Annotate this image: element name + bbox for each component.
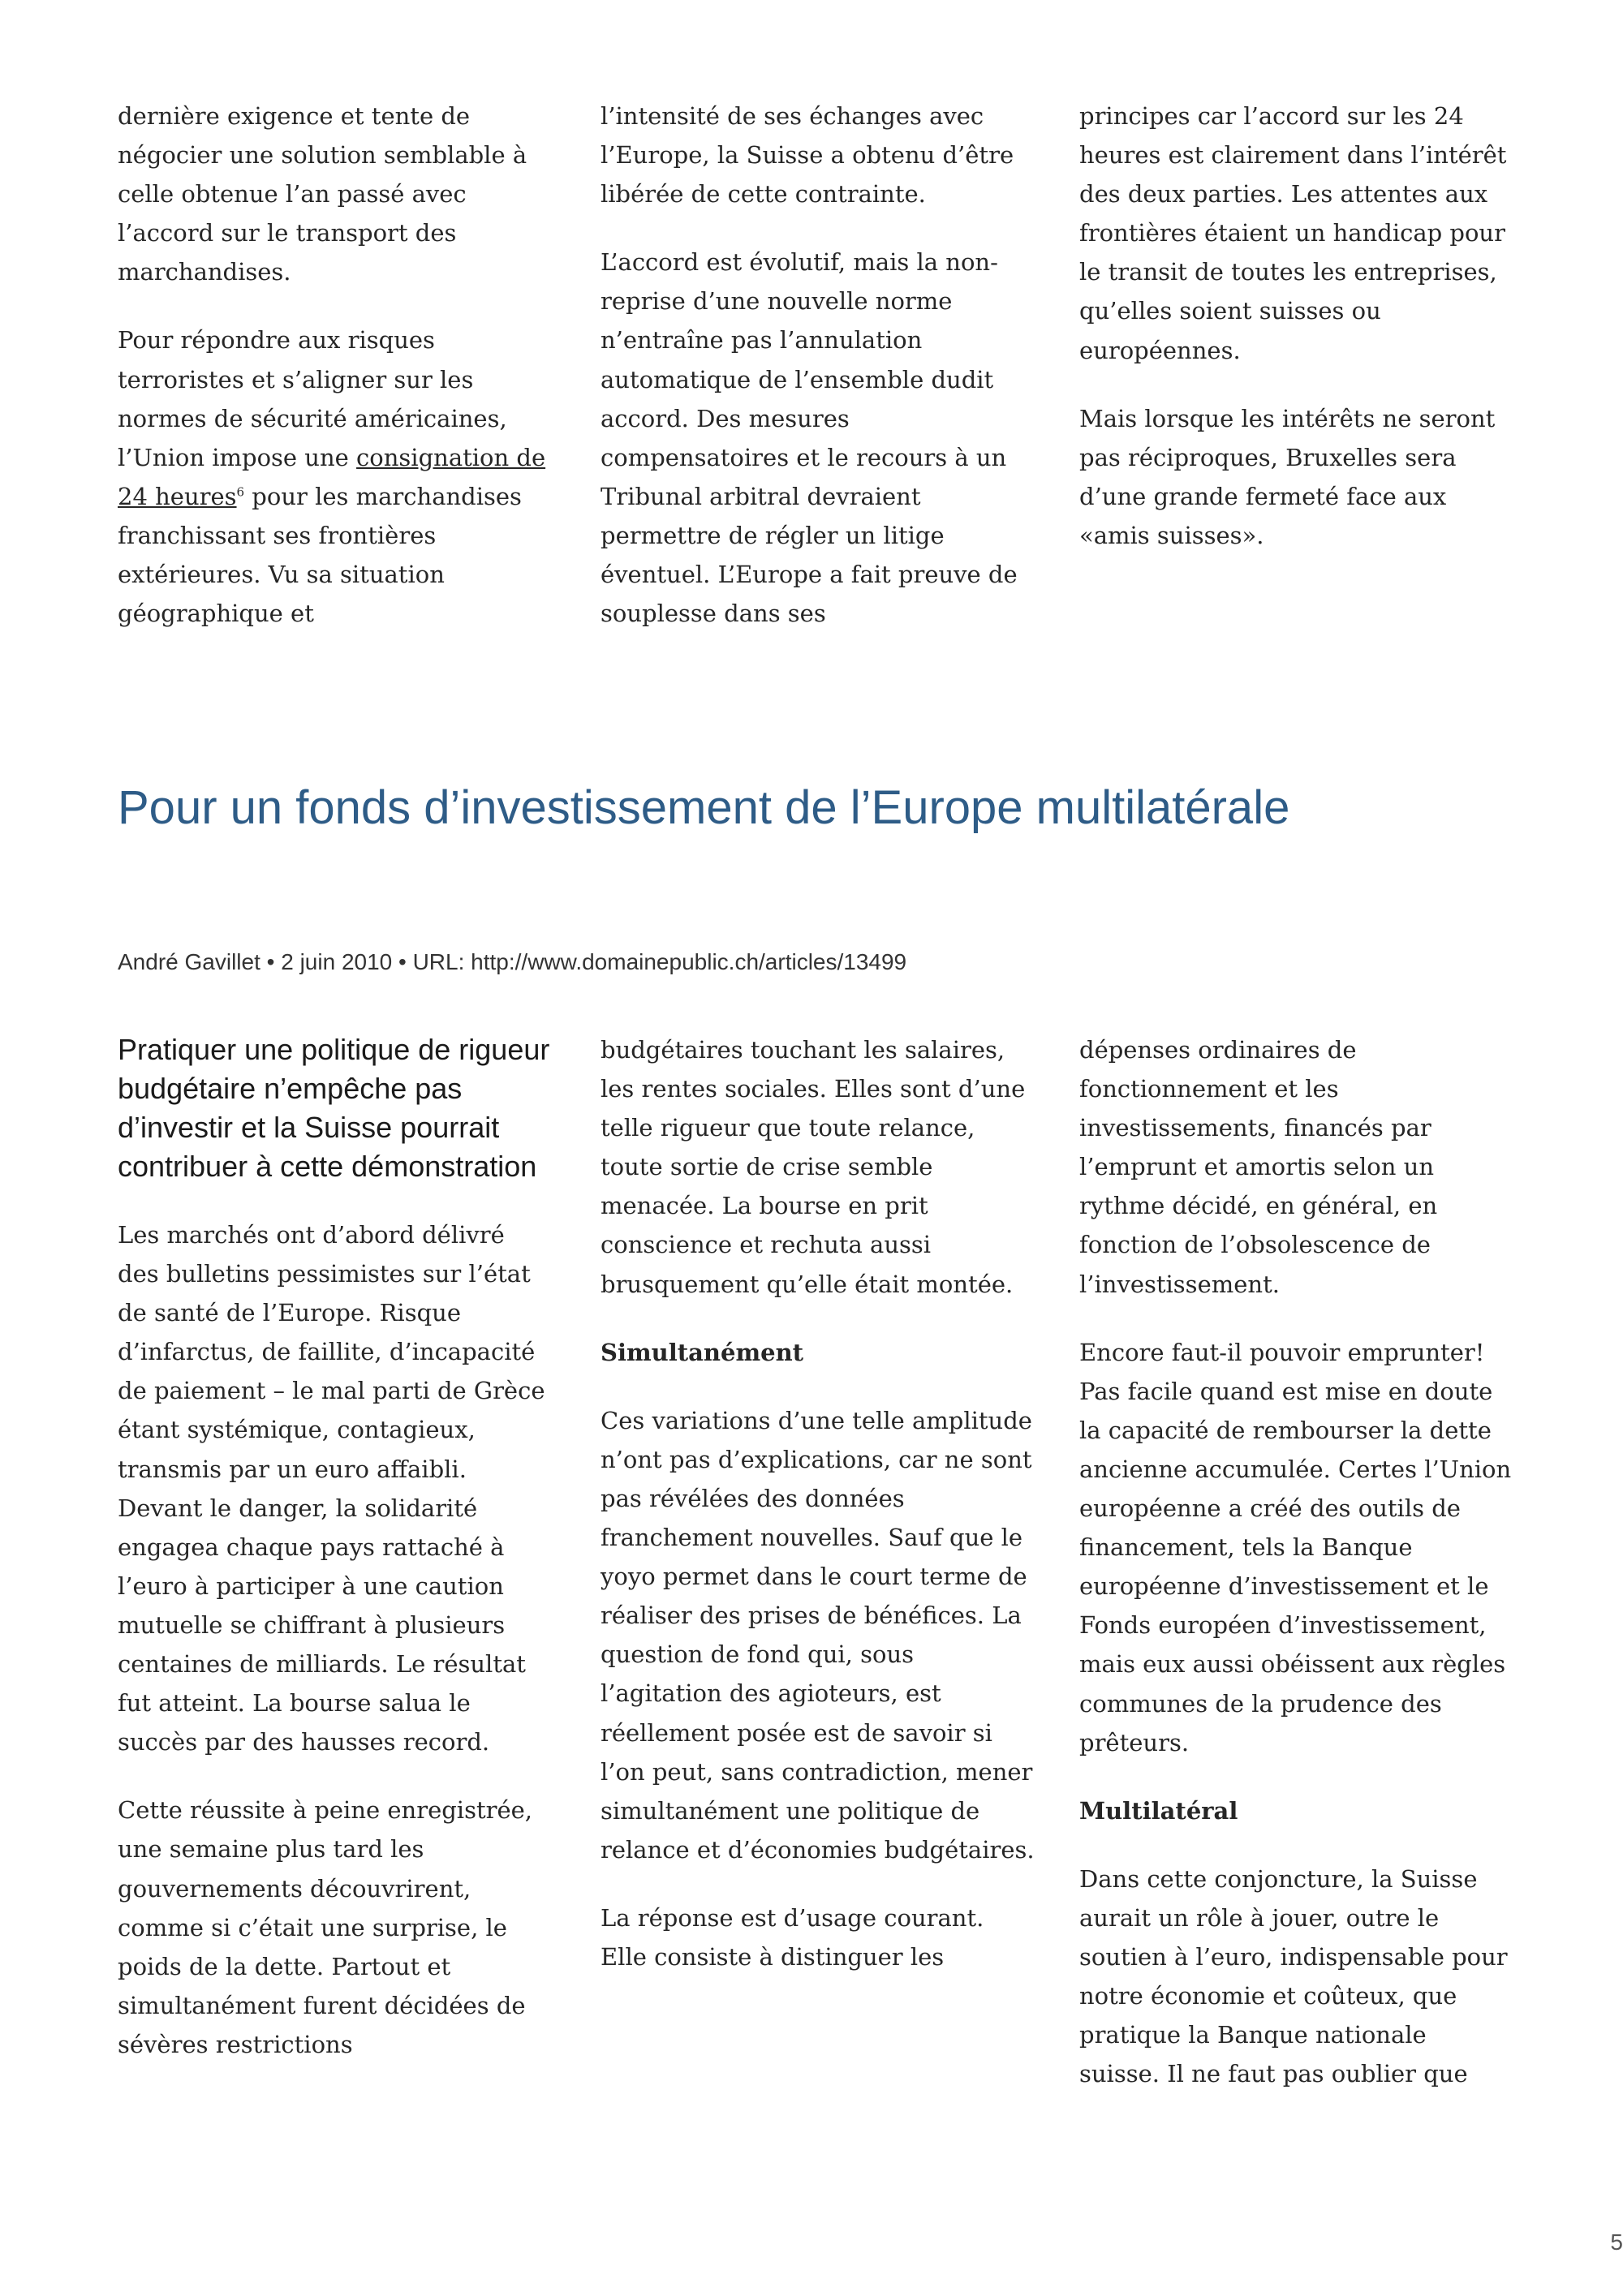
paragraph: dernière exigence et tente de négocier une solution semblable à celle obtenue l’an passé avec l’accord sur le transport des marchandises. <box>118 102 527 286</box>
section-subheading: Multilatéral <box>1079 1796 1238 1825</box>
article-title: Pour un fonds d’investissement de l’Europe multilatérale <box>118 781 1290 834</box>
paragraph <box>118 320 552 633</box>
paragraph-text: Pour répondre aux risques terroristes et s’aligner sur les normes de sécurité américaines, l’Union impose une <box>118 326 507 471</box>
article-column-1 <box>118 1030 552 2093</box>
article-column-3 <box>1079 1030 1513 2122</box>
page-number: 5 <box>1610 2229 1623 2255</box>
prev-article-column-1 <box>118 97 552 662</box>
paragraph: l’intensité de ses échanges avec l’Europe, la Suisse a obtenu d’être libérée de cette contrainte. <box>601 102 1014 209</box>
article-lead: Pratiquer une politique de rigueur budgétaire n’empêche pas d’investir et la Suisse pourrait contribuer à cette démonstration <box>118 1033 550 1183</box>
consignation-link[interactable]: consignation de 24 heures <box>118 443 546 510</box>
prev-article-column-2 <box>601 97 1035 662</box>
paragraph: Ces variations d’une telle amplitude n’ont pas d’explications, car ne sont pas révélées des données franchement nouvelles. Sauf que le yoyo permet dans le court terme de réaliser des prises de bénéfices. La question de fond qui, sous l’agitation des agioteurs, est réellement posée est de savoir si l’on peut, sans contradiction, mener simultanément une politique de relance et d’économies budgétaires. <box>601 1406 1035 1864</box>
paragraph: Encore faut-il pouvoir emprunter! Pas facile quand est mise en doute la capacité de rembourser la dette ancienne accumulée. Certes l’Union européenne a créé des outils de financement, tels la Banque européenne d’investissement et le Fonds européen d’investissement, mais eux aussi obéissent aux règles communes de la prudence des prêteurs. <box>1079 1338 1512 1756</box>
paragraph: Dans cette conjoncture, la Suisse aurait un rôle à jouer, outre le soutien à l’euro, indispensable pour notre économie et coûteux, que pratique la Banque nationale suisse. Il ne faut pas oublier que <box>1079 1864 1508 2088</box>
footnote-marker: 6 <box>236 484 245 500</box>
paragraph: budgétaires touchant les salaires, les rentes sociales. Elles sont d’une telle rigueur que toute relance, toute sortie de crise semble menacée. La bourse en prit conscience et rechuta aussi brusquement qu’elle était montée. <box>601 1036 1026 1298</box>
paragraph: dépenses ordinaires de fonctionnement et les investissements, financés par l’emprunt et amortis selon un rythme décidé, en général, en fonction de l’obsolescence de l’investissement. <box>1079 1036 1438 1298</box>
article-byline: André Gavillet • 2 juin 2010 • URL: http://www.domainepublic.ch/articles/13499 <box>118 949 907 974</box>
paragraph: Les marchés ont d’abord délivré des bulletins pessimistes sur l’état de santé de l’Europe. Risque d’infarctus, de faillite, d’incapacité de paiement – le mal parti de Grèce étant systémique, contagieux, transmis par un euro affaibli. Devant le danger, la solidarité engagea chaque pays rattaché à l’euro à participer à une caution mutuelle se chiffrant à plusieurs centaines de milliards. Le résultat fut atteint. La bourse salua le succès par des hausses record. <box>118 1221 545 1756</box>
paragraph: Mais lorsque les intérêts ne seront pas réciproques, Bruxelles sera d’une grande fermeté face aux «amis suisses». <box>1079 404 1496 549</box>
paragraph: principes car l’accord sur les 24 heures est clairement dans l’intérêt des deux parties. Les attentes aux frontières étaient un handicap pour le transit de toutes les entreprises, qu’elles soient suisses ou européennes. <box>1079 102 1507 364</box>
prev-article-column-3 <box>1079 97 1513 584</box>
paragraph: Cette réussite à peine enregistrée, une semaine plus tard les gouvernements découvrirent, comme si c’était une surprise, le poids de la dette. Partout et simultanément furent décidées de sévères restrictions <box>118 1796 533 2058</box>
section-subheading: Simultanément <box>601 1338 804 1366</box>
paragraph-text: pour les marchandises franchissant ses frontières extérieures. Vu sa situation géographique et <box>118 482 522 628</box>
article-column-2 <box>601 1030 1035 2006</box>
paragraph: La réponse est d’usage courant. Elle consiste à distinguer les <box>601 1903 984 1971</box>
paragraph: L’accord est évolutif, mais la non-reprise d’une nouvelle norme n’entraîne pas l’annulation automatique de l’ensemble dudit accord. Des mesures compensatoires et le recours à un Tribunal arbitral devraient permettre de régler un litige éventuel. L’Europe a fait preuve de souplesse dans ses <box>601 248 1018 628</box>
